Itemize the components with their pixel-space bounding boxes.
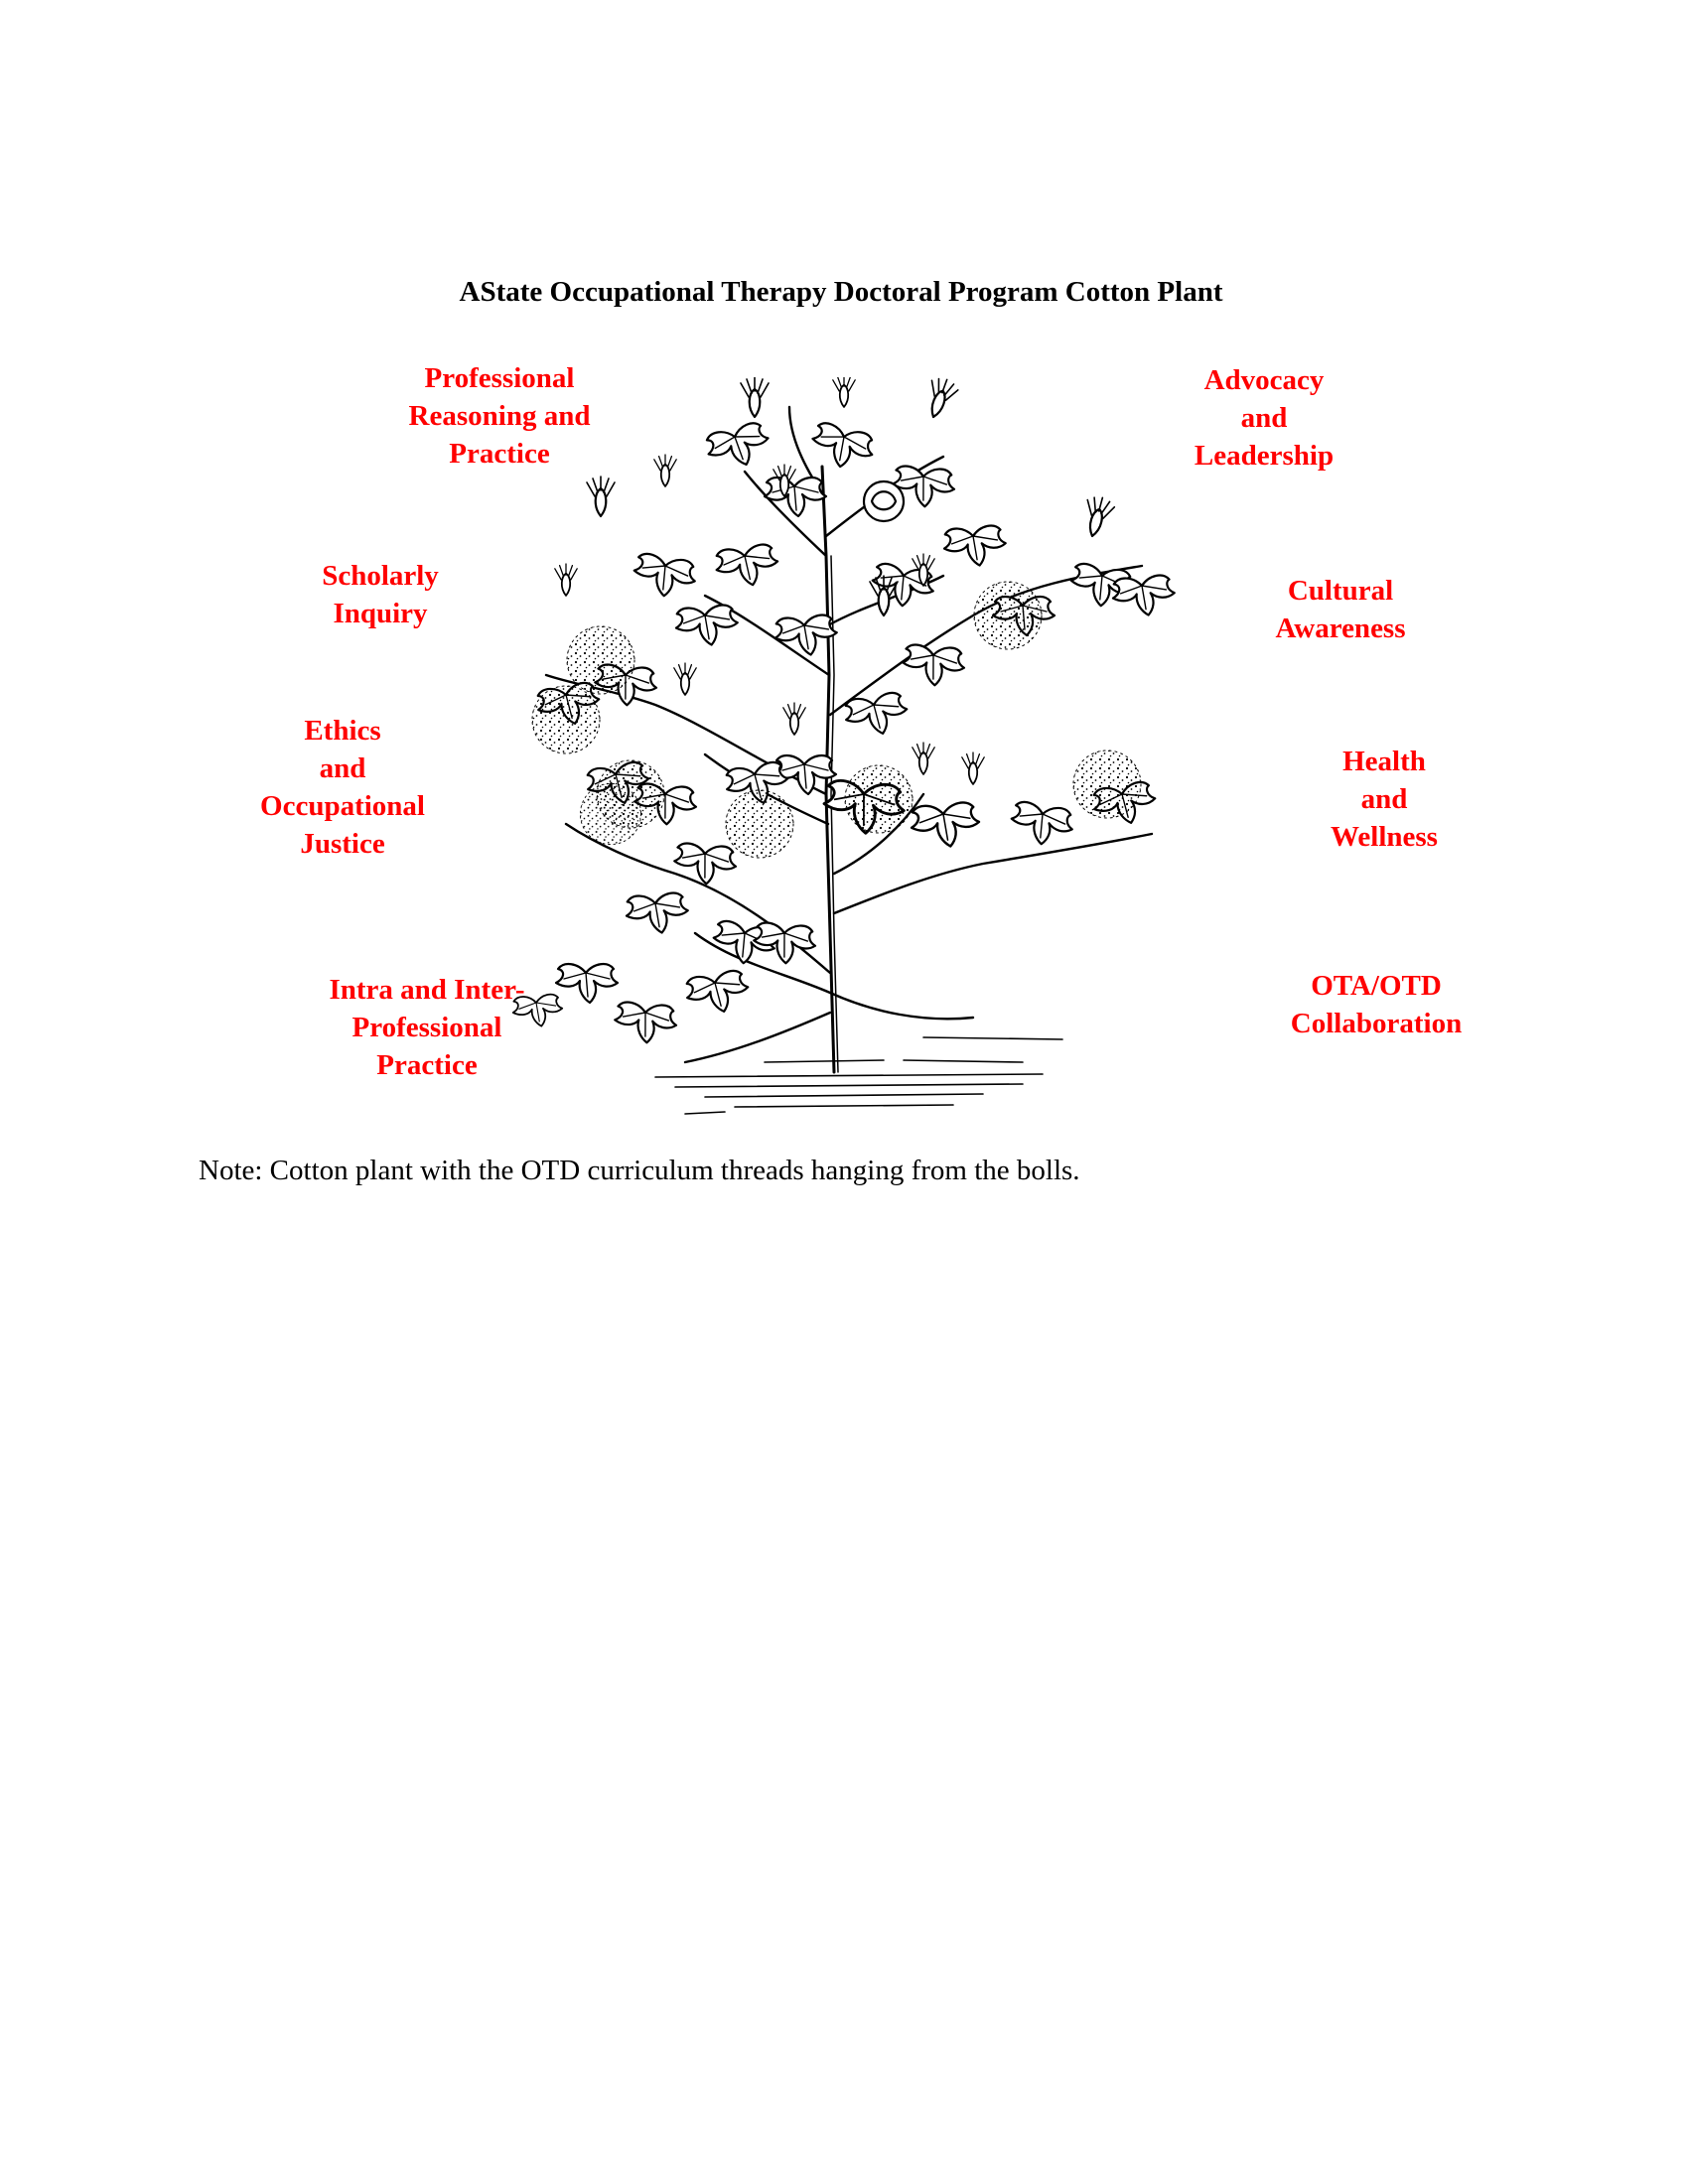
leaves <box>511 420 1176 1045</box>
label-line: Practice <box>449 438 550 470</box>
label-line: Leadership <box>1194 440 1335 472</box>
thread-label-ethics-occupational-justice <box>260 712 425 863</box>
label-line: Health <box>1342 746 1426 777</box>
label-line: Inquiry <box>333 598 428 629</box>
label-line: Practice <box>376 1049 478 1081</box>
cotton-plant-illustration-icon <box>506 377 1182 1122</box>
label-line: Collaboration <box>1290 1008 1463 1039</box>
page-title <box>0 276 1688 309</box>
thread-label-scholarly-inquiry <box>322 557 439 632</box>
label-line: Scholarly <box>322 560 439 592</box>
label-line: Awareness <box>1275 613 1406 644</box>
label-line: Professional <box>424 362 575 394</box>
label-line: Justice <box>300 828 385 860</box>
title-text: AState Occupational Therapy Doctoral Program Cotton Plant <box>459 276 1223 308</box>
label-line: Cultural <box>1287 575 1394 607</box>
figure-note: Note: Cotton plant with the OTD curriculum threads hanging from the bolls. <box>199 1155 1080 1186</box>
thread-label-ota-otd-collaboration <box>1291 967 1462 1042</box>
label-line: Wellness <box>1331 821 1438 853</box>
label-line: Ethics <box>304 715 381 747</box>
label-line: and <box>1360 783 1408 815</box>
thread-label-intra-inter-professional <box>329 971 524 1084</box>
thread-label-advocacy-leadership <box>1195 361 1334 475</box>
label-line: Occupational <box>260 790 425 822</box>
label-line: OTA/OTD <box>1311 970 1442 1002</box>
label-line: Reasoning and <box>408 400 591 432</box>
ground-lines <box>655 1037 1062 1114</box>
label-line: Advocacy <box>1203 364 1325 396</box>
thread-label-health-wellness <box>1331 743 1438 856</box>
label-line: Professional <box>352 1012 502 1043</box>
label-line: and <box>319 752 366 784</box>
label-line: and <box>1240 402 1288 434</box>
thread-label-cultural-awareness <box>1275 572 1405 647</box>
label-line: Intra and Inter- <box>329 974 525 1006</box>
